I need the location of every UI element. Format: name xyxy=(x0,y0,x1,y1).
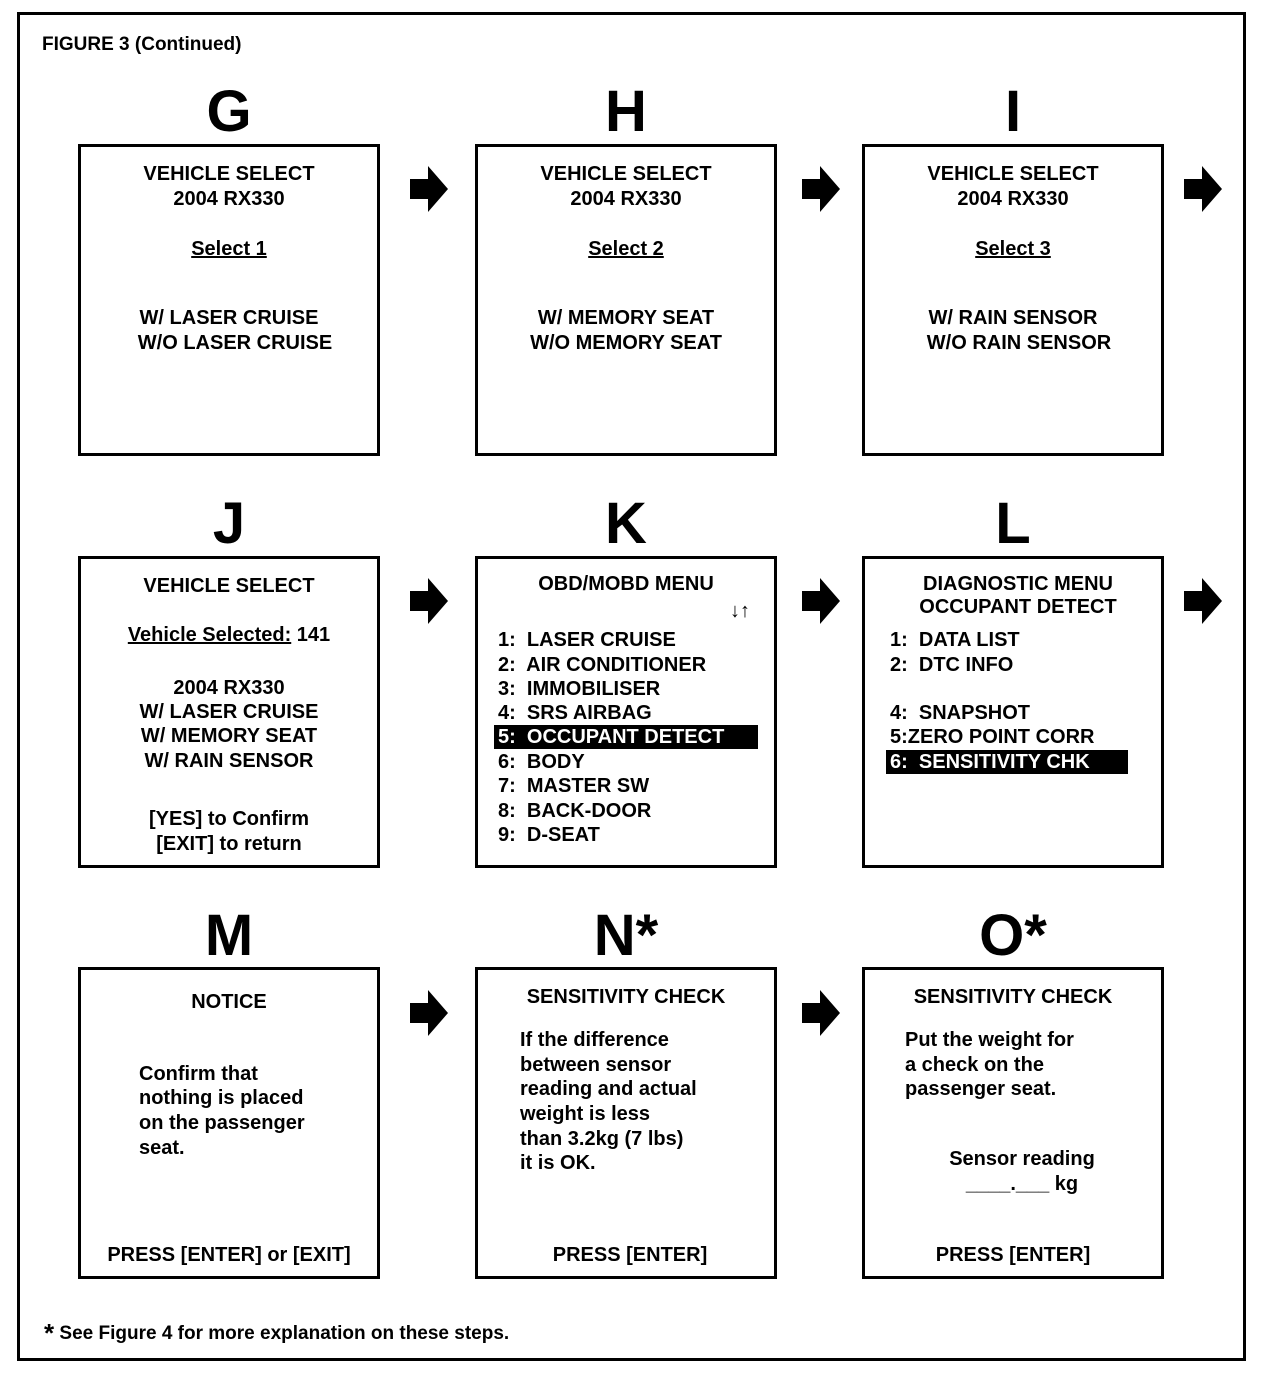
step-letter-m: M xyxy=(204,903,254,968)
screen-n xyxy=(475,967,777,1279)
option-with: W/ MEMORY SEAT xyxy=(537,307,715,329)
step-letter-g: G xyxy=(206,79,252,144)
info-line: between sensor xyxy=(520,1054,672,1076)
arrow-right-icon xyxy=(802,990,840,1036)
info-line: If the difference xyxy=(520,1029,669,1051)
select-heading: Select 2 xyxy=(588,238,664,260)
summary-line: 2004 RX330 xyxy=(173,677,285,699)
sensor-reading-value: ____.___ kg xyxy=(965,1173,1079,1195)
step-letter-k: K xyxy=(605,491,647,556)
press-instruction: PRESS [ENTER] xyxy=(552,1244,708,1266)
arrow-right-icon xyxy=(1184,578,1222,624)
summary-line: W/ MEMORY SEAT xyxy=(140,725,318,747)
press-instruction: PRESS [ENTER] xyxy=(935,1244,1091,1266)
exit-instruction: [EXIT] to return xyxy=(156,833,302,855)
menu-item: 9: D-SEAT xyxy=(498,824,600,846)
info-line: reading and actual xyxy=(520,1078,697,1100)
sensor-reading-label: Sensor reading xyxy=(949,1148,1095,1170)
screen-title: DIAGNOSTIC MENU xyxy=(923,573,1113,595)
scroll-arrows-icon: ↓↑ xyxy=(730,600,750,622)
select-heading: Select 3 xyxy=(975,238,1051,260)
menu-item: 1: DATA LIST xyxy=(890,629,1020,651)
step-letter-i: I xyxy=(1004,79,1022,144)
menu-item: 4: SRS AIRBAG xyxy=(498,702,652,724)
info-line: weight is less xyxy=(520,1103,651,1125)
menu-item-highlighted: 5: OCCUPANT DETECT xyxy=(494,725,758,749)
vehicle-model: 2004 RX330 xyxy=(957,188,1069,210)
footnote-asterisk: * xyxy=(44,1318,55,1348)
step-letter-j: J xyxy=(212,491,246,556)
arrow-right-icon xyxy=(802,578,840,624)
screen-o xyxy=(862,967,1164,1279)
option-with: W/ LASER CRUISE xyxy=(139,307,319,329)
screen-title: VEHICLE SELECT xyxy=(540,163,712,185)
step-letter-h: H xyxy=(605,79,647,144)
notice-line: seat. xyxy=(139,1137,185,1159)
screen-title: VEHICLE SELECT xyxy=(927,163,1099,185)
menu-item: 6: BODY xyxy=(498,751,585,773)
step-letter-o: O* xyxy=(979,903,1047,968)
step-letter-n: N* xyxy=(593,903,659,968)
screen-title: NOTICE xyxy=(191,991,267,1013)
step-letter-l: L xyxy=(995,491,1031,556)
select-heading: Select 1 xyxy=(191,238,267,260)
screen-j xyxy=(78,556,380,868)
arrow-right-icon xyxy=(410,990,448,1036)
menu-item-highlighted: 6: SENSITIVITY CHK xyxy=(886,750,1128,774)
screen-l xyxy=(862,556,1164,868)
summary-line: W/ LASER CRUISE xyxy=(139,701,319,723)
screen-k xyxy=(475,556,777,868)
screen-title: SENSITIVITY CHECK xyxy=(526,986,726,1008)
figure-title: FIGURE 3 (Continued) xyxy=(42,34,242,55)
option-without: W/O RAIN SENSOR xyxy=(926,332,1112,354)
summary-line: W/ RAIN SENSOR xyxy=(144,750,314,772)
menu-item: 7: MASTER SW xyxy=(498,775,650,797)
arrow-right-icon xyxy=(802,166,840,212)
screen-g xyxy=(78,144,380,456)
option-without: W/O MEMORY SEAT xyxy=(530,332,722,354)
menu-item: 2: DTC INFO xyxy=(890,654,1014,676)
screen-i xyxy=(862,144,1164,456)
press-instruction: PRESS [ENTER] or [EXIT] xyxy=(107,1244,351,1266)
info-line: a check on the xyxy=(905,1054,1044,1076)
menu-item: 8: BACK-DOOR xyxy=(498,800,652,822)
menu-item: 5:ZERO POINT CORR xyxy=(890,726,1095,748)
screen-title: SENSITIVITY CHECK xyxy=(913,986,1113,1008)
screen-h xyxy=(475,144,777,456)
screen-title: VEHICLE SELECT xyxy=(143,163,315,185)
menu-item: 4: SNAPSHOT xyxy=(890,702,1031,724)
info-line: than 3.2kg (7 lbs) xyxy=(520,1128,684,1150)
arrow-right-icon xyxy=(1184,166,1222,212)
screen-title: VEHICLE SELECT xyxy=(143,575,315,597)
info-line: Put the weight for xyxy=(905,1029,1074,1051)
notice-line: Confirm that xyxy=(139,1063,258,1085)
screen-title: OBD/MOBD MENU xyxy=(538,573,714,595)
confirm-instruction: [YES] to Confirm xyxy=(149,808,309,830)
option-without: W/O LASER CRUISE xyxy=(137,332,333,354)
footnote-text: See Figure 4 for more explanation on these steps. xyxy=(54,1323,510,1344)
notice-line: nothing is placed xyxy=(139,1087,304,1109)
vehicle-selected-label: Vehicle Selected: xyxy=(127,624,292,646)
vehicle-model: 2004 RX330 xyxy=(570,188,682,210)
option-with: W/ RAIN SENSOR xyxy=(928,307,1098,329)
vehicle-selected-value: 141 xyxy=(291,624,331,646)
vehicle-model: 2004 RX330 xyxy=(173,188,285,210)
info-line: passenger seat. xyxy=(905,1078,1057,1100)
screen-m xyxy=(78,967,380,1279)
arrow-right-icon xyxy=(410,578,448,624)
menu-item: 3: IMMOBILISER xyxy=(498,678,661,700)
screen-subtitle: OCCUPANT DETECT xyxy=(919,596,1117,618)
menu-item: 1: LASER CRUISE xyxy=(498,629,676,651)
menu-item: 2: AIR CONDITIONER xyxy=(498,654,707,676)
info-line: it is OK. xyxy=(520,1152,596,1174)
notice-line: on the passenger xyxy=(139,1112,305,1134)
footnote xyxy=(44,1318,509,1349)
arrow-right-icon xyxy=(410,166,448,212)
